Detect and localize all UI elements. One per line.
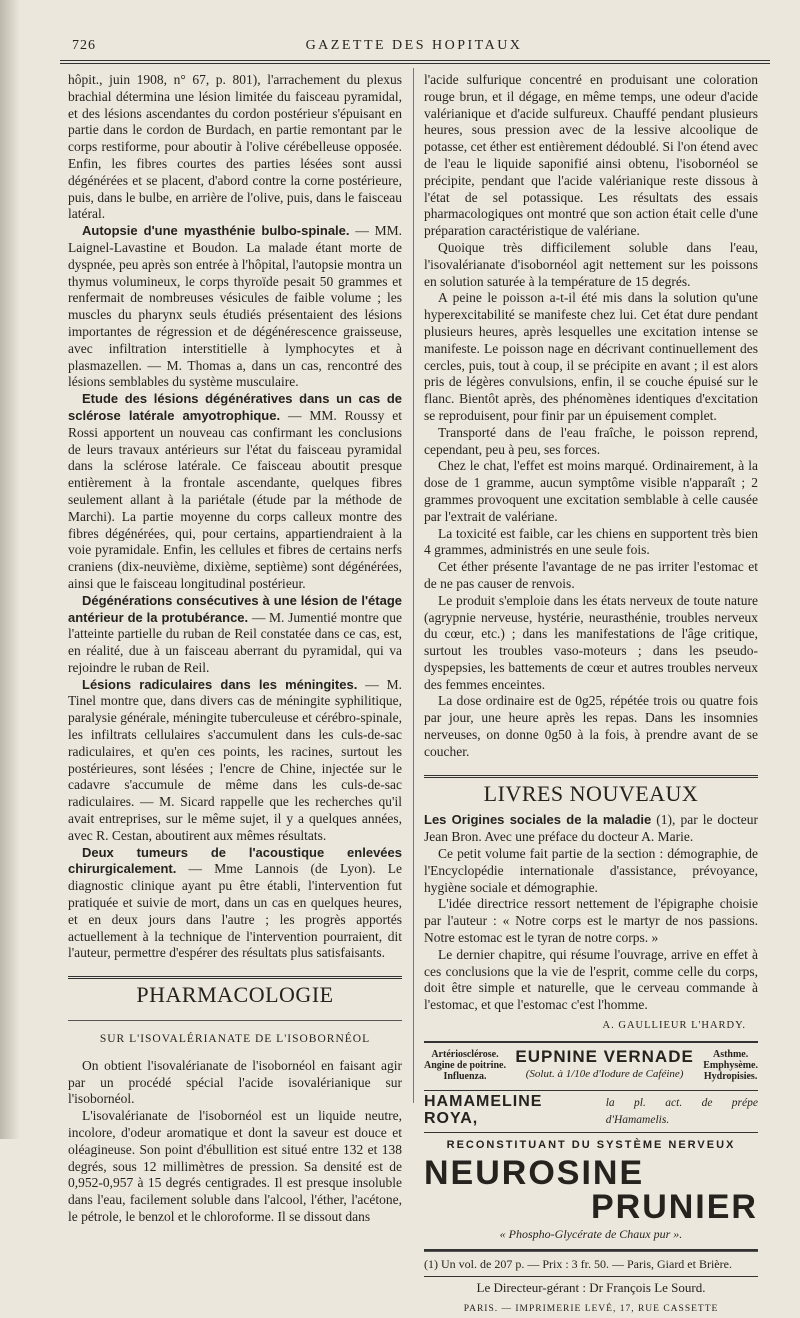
paragraph: Cet éther présente l'avantage de ne pas irriter l'estomac et de ne pas causer de renvois. — [424, 559, 758, 591]
paragraph: l'acide sulfurique concentré en produisant une coloration rouge brun, et il dégage, en même temps, une odeur d'acide valérianique et d'acide sulfureux. Chauffé pendant plusieurs heures, sous pression avec de la lessive alcoolique de potasse, cet éther est entièrement dédoublé. Si l'on étend avec de l'eau le liquide saponifié ainsi obtenu, l'isobornéol se précipite, pendant que l'acide valérianique reste dissous à l'état de sel potassique. Les résultats des essais pharmacologiques ont montré que son action était celle d'une préparation caractéristique de valériane. — [424, 72, 758, 239]
ad-line: Influenza. — [443, 1071, 487, 1083]
header-rule-2 — [60, 63, 770, 64]
review-signature: A. GAULLIEUR L'HARDY. — [602, 1020, 746, 1032]
paragraph-authors: — MM. Laignel-Lavastine et Boudon. — [68, 223, 402, 255]
paragraph-title: Autopsie d'une myasthénie bulbo-spinale. — [82, 223, 350, 239]
ad-brand-hamameline: HAMAMELINE ROYA, — [424, 1093, 543, 1128]
ad-line: Angine de poitrine. — [424, 1060, 506, 1072]
ad-brand-prunier: PRUNIER — [590, 1187, 758, 1226]
advertisement-hamameline — [424, 1090, 758, 1133]
book-title: Les Origines sociales de la maladie — [424, 812, 652, 828]
ad-tagline: RECONSTITUANT DU SYSTÈME NERVEUX — [446, 1139, 736, 1152]
paragraph: Chez le chat, l'effet est moins marqué. Ordinairement, à la dose de 1 gramme, aucun symptôme visible n'apparaît ; 2 grammes provoquent une excitation semblable à celle causée par l'extrait de valériane. — [424, 458, 758, 524]
page-number: 726 — [72, 38, 96, 53]
header-rule — [60, 60, 770, 61]
ad-brand-eupnine: EUPNINE VERNADE — [515, 1046, 694, 1066]
ad-hamameline-tail: la pl. act. de prépe d'Hamamelis. — [605, 1097, 758, 1127]
paragraph-title: Dégénérations consécutives à une lésion de l'étage antérieur de la protubérance. — [68, 592, 402, 625]
paragraph: Le dernier chapitre, qui résume l'ouvrage, arrive en effet à ces conclusions que la vie de l'esprit, comme celle du corps, doit être simple et naturelle, que le cerveau commande à l'estomac, et que l'estomac c'est l'homme. — [424, 946, 758, 1013]
paragraph-text: — M. Tinel montre que, dans divers cas de méningite syphilitique, paralysie générale, méningite tuberculeuse et cérébro-spinale, les infiltrats cellulaires s'accumulent dans les culs-de-sac radiculaires, et qu'en ces points, les racines, surtout les postérieures, sont lésées ; l'encre de Chine, injectée sur le cadavre s'accumule de même dans les culs-de-sac radiculaires. — M. Sicard rappelle que les recherches qu'il avait entreprises, sur le même sujet, il y a quelques années, avec R. Cestan, aboutirent aux mêmes résultats. — [68, 676, 402, 843]
ad-brand-subtitle: (Solut. à 1/10e d'Iodure de Caféine) — [525, 1067, 684, 1080]
director-line: Le Directeur-gérant : Dr François Le Sourd. — [424, 1276, 758, 1297]
paragraph: hôpit., juin 1908, n° 67, p. 801), l'arrachement du plexus brachial détermina une lésion limitée du faisceau pyramidal, et des lésions ascendantes du cordon postérieur s'épuisant en partie dans le cordon de Burdach, en partie remontant par le corps restiforme, pour aboutir à l'olive cérébelleuse opposée. Enfin, les fibres courtes des parties lésées sont aussi dégénérées et se placent, d'abord contre la corne postérieure, puis, dans le bulbe, en arrière de l'olive, puis, dans le faisceau latéral. — [68, 72, 402, 222]
paragraph: La dose ordinaire est de 0g25, répétée trois ou quatre fois par jour, une heure après les repas. Dans les insomnies nerveuses, on donne 0g50 à la fois, à prendre avant de se coucher. — [424, 693, 758, 759]
paragraph: L'idée directrice ressort nettement de l'épigraphe choisie par l'auteur : « Notre corps est le martyr de nos passions. Notre estomac est le tyran de notre corps. » — [424, 896, 758, 946]
paragraph: On obtient l'isovalérianate de l'isobornéol en faisant agir par un procédé spécial l'acide isovalérianique sur l'isobornéol. — [68, 1057, 402, 1107]
section-title-pharmacologie: PHARMACOLOGIE — [68, 976, 402, 1008]
paragraph-text: — Mme Lannois (de Lyon). Le diagnostic clinique ayant pu être établi, l'intervention fut pratiquée et suivie de mort, dans un cas en quelques heures, et en deux jours dans l'autre ; les progrès apportés actuellement à la technique de l'intervention pourraient, dit l'auteur, permettre d'espérer des résultats plus satisfaisants. — [68, 861, 402, 961]
paragraph: Quoique très difficilement soluble dans l'eau, l'isovalérianate d'isobornéol agit nettement sur les poissons en solution saturée à la température de 15 degrés. — [424, 239, 758, 289]
paragraph: A peine le poisson a-t-il été mis dans la solution qu'une hyperexcitabilité se manifeste chez lui. Cet état dure pendant plusieurs heures, après lesquelles une excitation intense se manifeste. Le poisson nage en décrivant continuellement des cercles, puis, tout à coup, il se précipite en avant ; il est alors pris de légères convulsions, enfin, il se couche épuisé sur le flanc. Bientôt après, des phénomènes identiques d'excitation se reproduisent, pour finir par un épuisement complet. — [424, 290, 758, 423]
ad-brand-block — [515, 1046, 694, 1083]
printer-line: PARIS. — IMPRIMERIE LEVÉ, 17, RUE CASSETTE — [463, 1304, 719, 1315]
ad-indications-right — [703, 1049, 758, 1082]
paragraph-title: Lésions radiculaires dans les méningites. — [82, 676, 358, 692]
ad-line: Hydropisies. — [703, 1071, 758, 1083]
paragraph: L'isovalérianate de l'isobornéol est un liquide neutre, incolore, d'odeur aromatique et dont la saveur est douce et oléagineuse. Son point d'ébullition est situé entre 132 et 138 degrés, sous 12 millimètres de pression. Sa densité est de 0,952-0,957 à 15 degrés centigrades. Il est presque insoluble dans l'eau, facilement soluble dans l'alcool, l'éther, l'acétone, le pétrole, le benzol et le chloroforme. Il se dissout dans — [68, 1108, 402, 1224]
paragraph-sclerose — [68, 391, 402, 593]
book-entry — [424, 812, 758, 846]
journal-title: GAZETTE DES HOPITAUX — [305, 38, 523, 53]
ad-line: Artériosclérose. — [431, 1049, 499, 1061]
advertisement-eupnine — [424, 1041, 758, 1087]
ad-indications-left — [424, 1049, 506, 1082]
paragraph-text: La malade étant morte de dyspnée, peu après son entrée à l'hôpital, l'autopsie montra un thymus volumineux, le corps thyroïde pesait 50 grammes et renfermait de nombreuses vésicules de faible volume ; les muscles du pharynx seuls étudiés présentaient des lésions importantes de régression et de dégénérescence graisseuse, avec infiltration interstitielle à lymphocytes et à plasmazellen. — M. Thomas a, dans un cas, rencontré des lésions semblables du système musculaire. — [68, 239, 403, 390]
paragraph-meningites — [68, 677, 402, 845]
subsection-title: SUR L'ISOVALÉRIANATE DE L'ISOBORNÉOL — [68, 1020, 402, 1048]
paragraph: Ce petit volume fait partie de la section : démographie, de l'Encyclopédie internationale d'assistance, prévoyance, hygiène sociale et démographie. — [424, 846, 758, 895]
paragraph: Le produit s'emploie dans les états nerveux de toute nature (agrypnie nerveuse, hystérie, neurasthénie, troubles nerveux du cœur, etc.) ; dans les manifestations de l'âge critique, surtout les troubles vaso-moteurs ; dans les pseudo-dyspepsies, les battements de cœur et autres troubles nerveux des femmes enceintes. — [424, 592, 758, 692]
page-header — [60, 36, 768, 56]
ad-brand-neurosine: NEUROSINE — [424, 1153, 645, 1192]
paragraph-text: — M. Jumentié montre que l'atteinte partielle du ruban de Reil constatée dans ce cas, est, en réalité, due à un faisceau aberrant du pyramidal, qui va rejoindre le ruban de Reil. — [68, 609, 402, 675]
column-divider — [413, 68, 414, 1103]
right-column — [424, 72, 758, 1318]
paragraph: La toxicité est faible, car les chiens en supportent très bien 4 grammes, administrés en une seule fois. — [424, 525, 758, 558]
footnote: (1) Un vol. de 207 p. — Prix : 3 fr. 50. — Paris, Giard et Brière. — [424, 1251, 758, 1273]
paragraph-title: Deux tumeurs de l'acoustique enlevées chirurgicalement. — [68, 844, 402, 877]
ad-slogan: « Phospho-Glycérate de Chaux pur ». — [424, 1226, 758, 1251]
ad-line: Asthme. — [712, 1049, 749, 1061]
paragraph-acoustique — [68, 845, 402, 963]
ad-line: Emphysème. — [703, 1060, 758, 1072]
paragraph-protuberance — [68, 593, 402, 677]
paragraph-title: Etude des lésions dégénératives dans un cas de sclérose latérale amyotrophique. — [68, 391, 402, 423]
paragraph-myasthenie — [68, 223, 402, 391]
section-title-livres: LIVRES NOUVEAUX — [424, 775, 758, 807]
book-ref: (1), par le docteur Jean Bron. Avec une préface du docteur A. Marie. — [424, 812, 759, 845]
paragraph: Transporté dans de l'eau fraîche, le poisson reprend, cependant, peu à peu, ses forces. — [424, 424, 758, 457]
page-binding-shadow — [0, 0, 20, 1139]
paragraph-text: — MM. Roussy et Rossi apportent un nouveau cas confirmant les conclusions de leurs travaux antérieurs sur l'état du faisceau pyramidal dans la sclérose latérale. Ce faisceau aboutit presque entièrement à la frontale ascendante, quelques fibres seulement allant à la pariétale (étude par la méthode de Marchi). La partie moyenne du corps calleux montre des fibres dégénérées, qui, pour certains, appartiendraient à la voie pyramidale. Enfin, les cellules et fibres de certains nerfs craniens (dix-neuvième, dixième, septième) sont dégénérées, ainsi que le faisceau longitudinal postérieur. — [68, 407, 403, 591]
left-column — [68, 72, 402, 1226]
